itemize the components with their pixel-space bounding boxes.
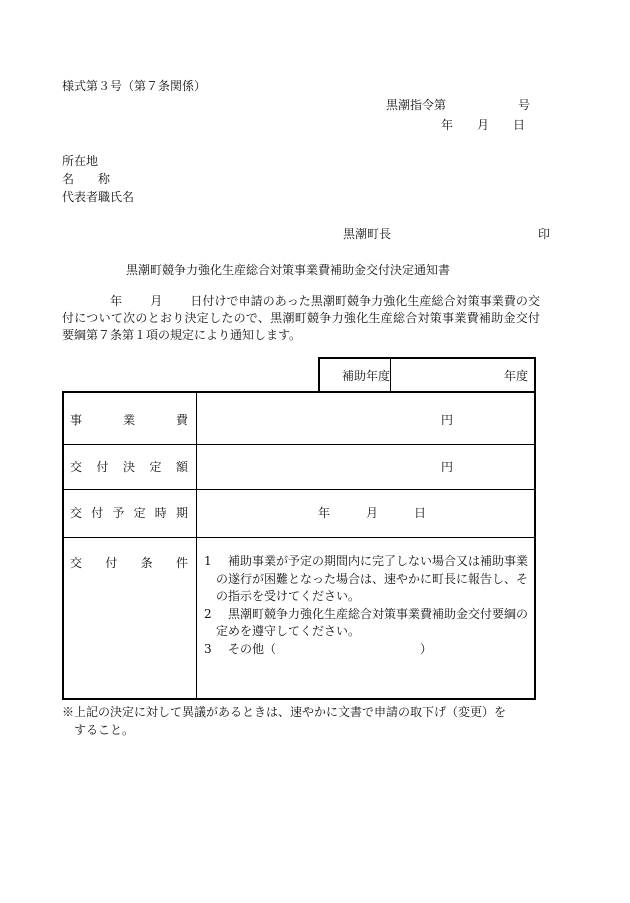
intro-text: 日付けで申請のあった黒潮町競争力強化生産総合対策事業費の交付について次のとおり決定したので、黒潮町競争力強化生産総合対策事業費補助金交付要綱第７条第１項の規定により通知します。 xyxy=(62,294,540,342)
footnote-line-2: すること。 xyxy=(74,723,135,737)
address-label: 所在地 xyxy=(62,154,99,168)
condition-item: 3 その他（ ） xyxy=(204,641,433,656)
form-number: 様式第３号（第７条関係） xyxy=(62,79,207,93)
fiscal-year-unit: 年度 xyxy=(504,369,529,383)
footnote-line-1: ※上記の決定に対して異議があるときは、速やかに文書で申請の取下げ（変更）を xyxy=(62,705,507,719)
notice-number: 黒潮指令第 号 xyxy=(386,98,531,112)
name-label: 名 称 xyxy=(62,172,111,186)
grant-timing-value: 年 月 日 xyxy=(318,506,427,520)
document-title: 黒潮町競争力強化生産総合対策事業費補助金交付決定通知書 xyxy=(126,263,451,277)
seal-mark: 印 xyxy=(538,227,551,241)
intro-paragraph xyxy=(62,293,540,344)
condition-item: 2 黒潮町競争力強化生産総合対策事業費補助金交付要綱の定めを遵守してください。 xyxy=(204,606,529,638)
project-cost-label: 事 業 費 xyxy=(70,413,188,427)
grant-amount-unit: 円 xyxy=(441,460,454,474)
grant-timing-label: 交 付 予 定 時 期 xyxy=(70,506,188,520)
notice-date: 年 月 日 xyxy=(441,118,526,132)
footnote xyxy=(62,703,550,739)
grant-amount-label: 交 付 決 定 額 xyxy=(70,460,188,474)
conditions-list xyxy=(204,553,534,658)
issuer: 黒潮町長 xyxy=(343,227,392,241)
intro-month: 月 xyxy=(150,294,163,308)
condition-item: 1 補助事業が予定の期間内に完了しない場合又は補助事業の遂行が困難となった場合は、速やかに町長に報告し、その指示を受けてください。 xyxy=(204,554,529,603)
representative-label: 代表者職氏名 xyxy=(62,190,135,204)
conditions-label: 交 付 条 件 xyxy=(70,556,188,570)
fiscal-year-label: 補助年度 xyxy=(342,369,391,383)
intro-year: 年 xyxy=(110,294,123,308)
project-cost-unit: 円 xyxy=(441,413,454,427)
